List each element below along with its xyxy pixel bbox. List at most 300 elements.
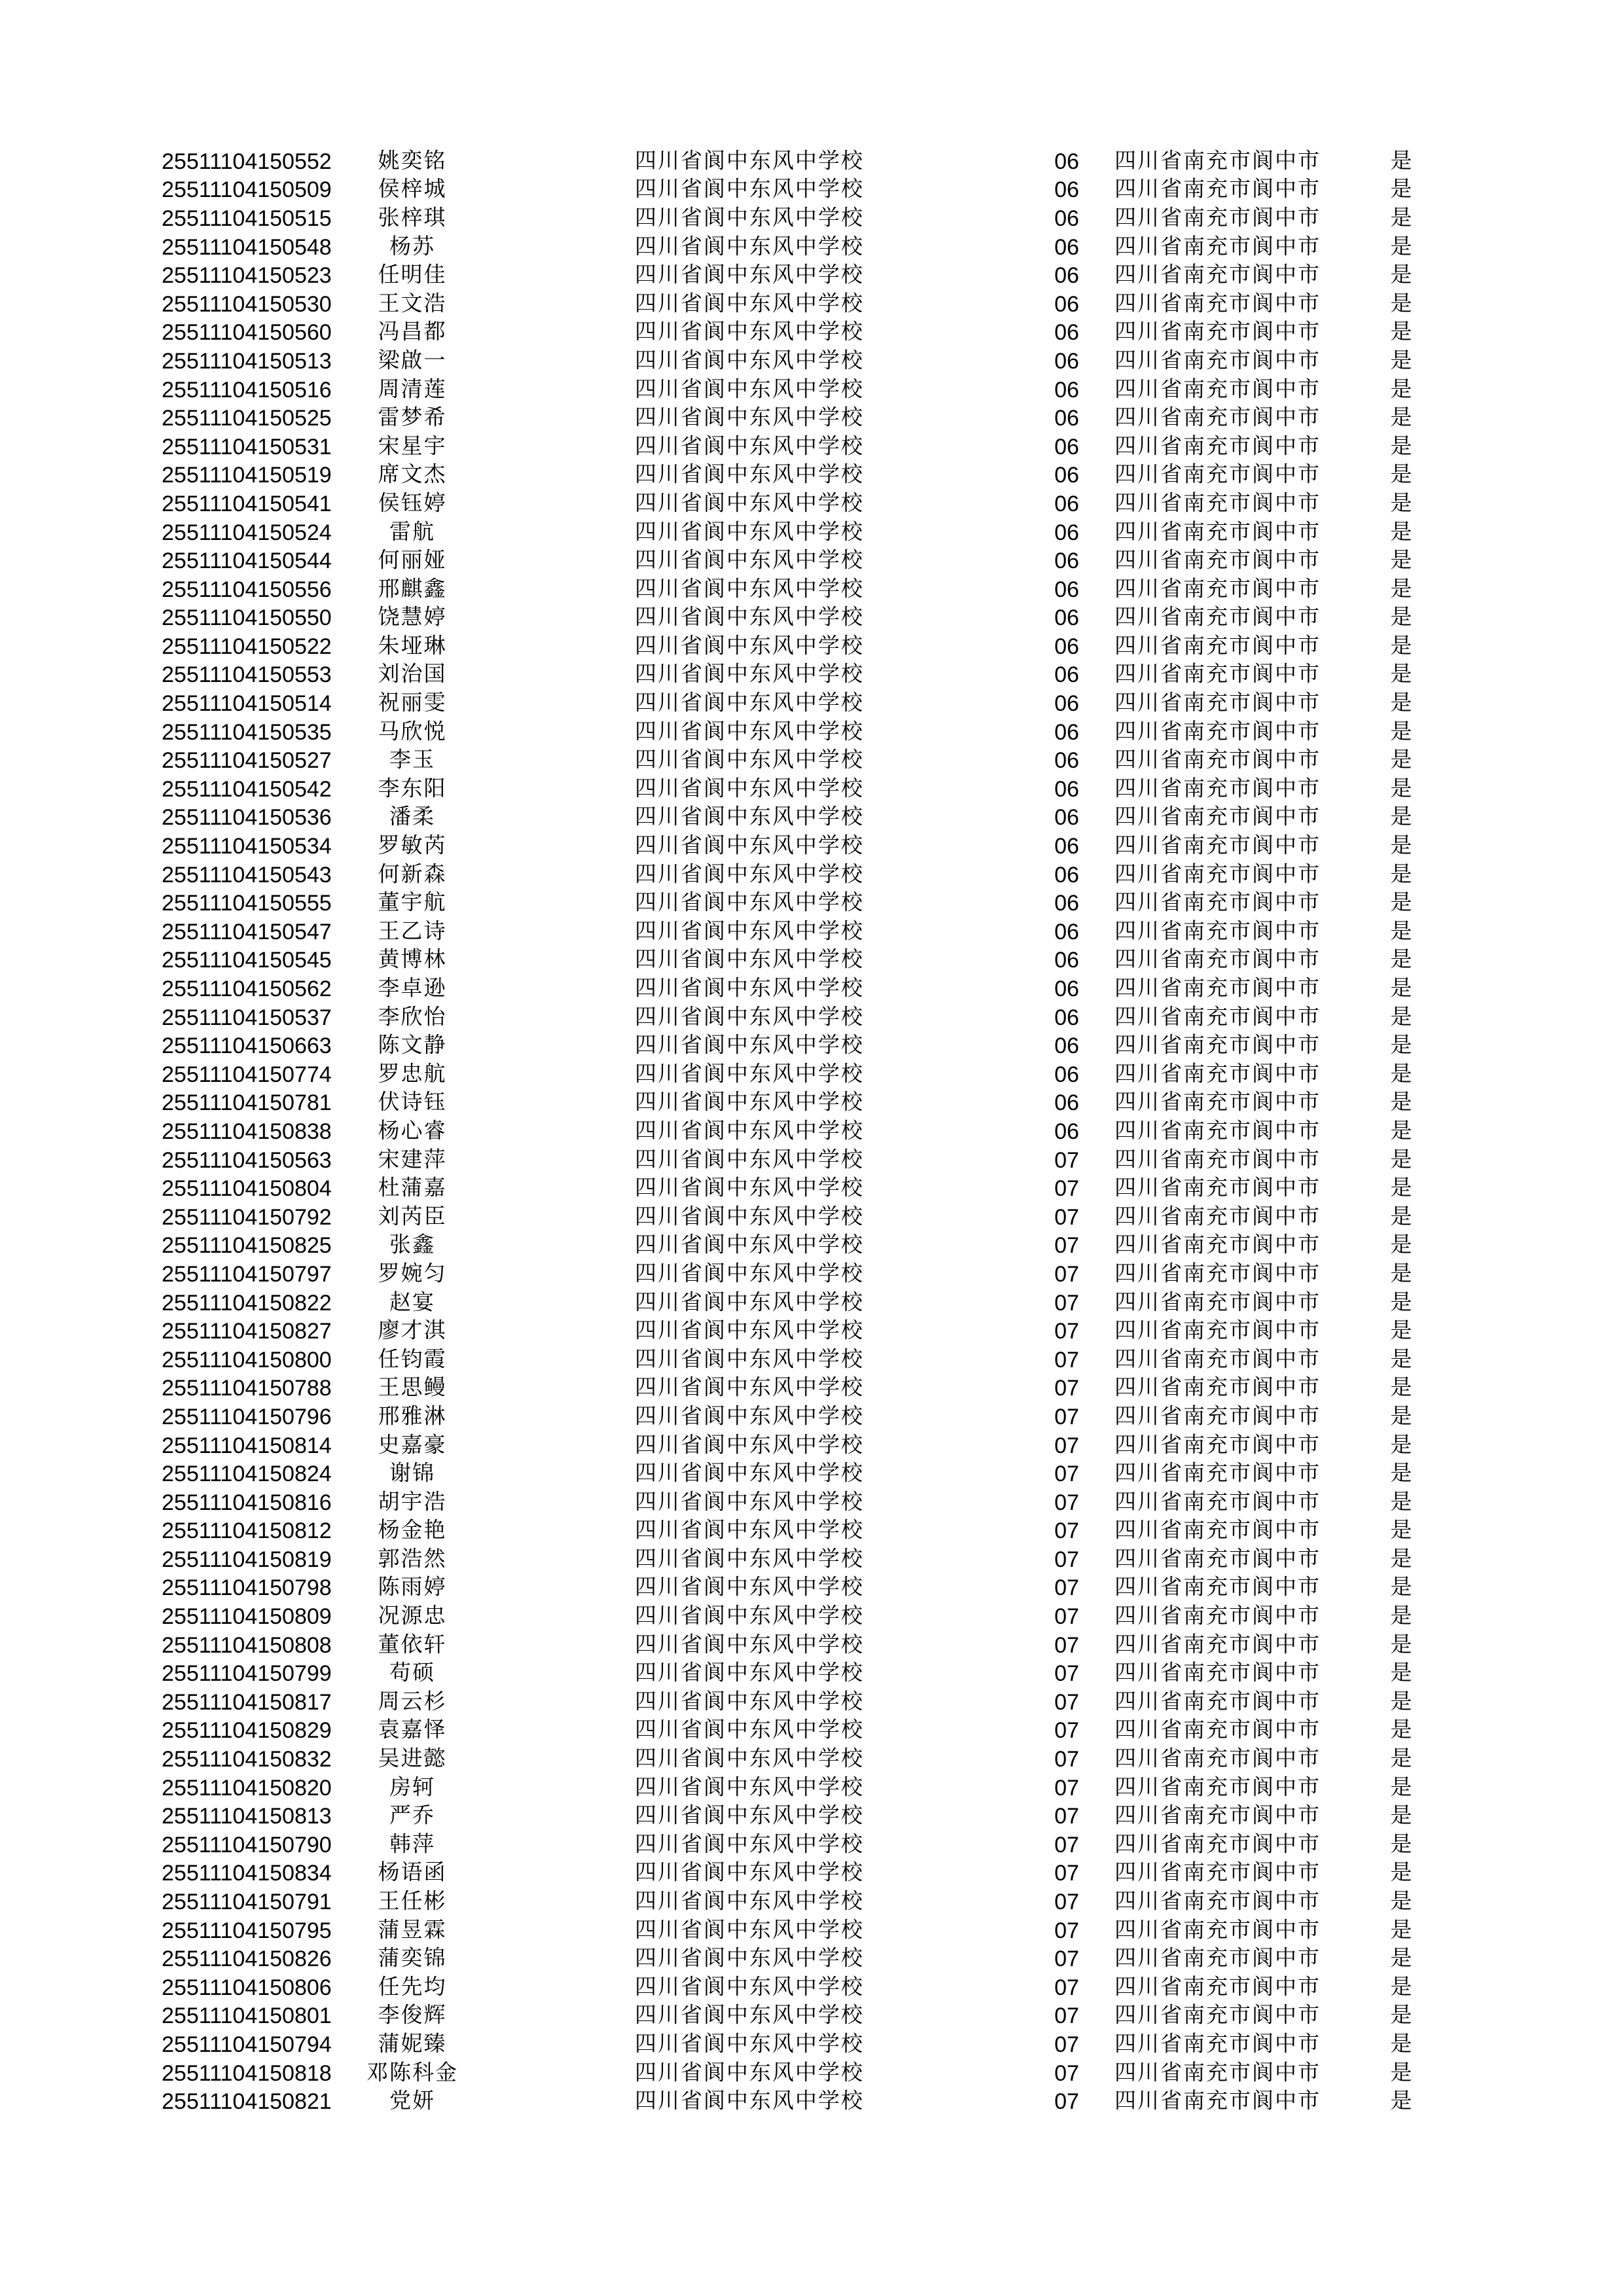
table-row — [0, 1574, 1623, 1603]
school-cell: 四川省阆中东风中学校 — [635, 1033, 864, 1058]
confirm-cell: 是 — [1390, 634, 1414, 658]
confirm-cell: 是 — [1390, 1405, 1414, 1429]
class-cell: 07 — [1054, 1433, 1079, 1458]
exam-id-cell: 25511104150516 — [162, 377, 332, 403]
confirm-cell: 是 — [1390, 748, 1414, 772]
table-row — [0, 1346, 1623, 1374]
class-cell: 07 — [1054, 1233, 1079, 1259]
school-cell: 四川省阆中东风中学校 — [635, 1062, 864, 1086]
class-cell: 06 — [1054, 548, 1079, 574]
table-row — [0, 1602, 1623, 1631]
class-cell: 06 — [1054, 977, 1079, 1002]
name-cell: 周云杉 — [378, 1690, 447, 1714]
confirm-cell: 是 — [1390, 177, 1414, 202]
confirm-cell: 是 — [1390, 2003, 1414, 2028]
table-row — [0, 604, 1623, 633]
confirm-cell: 是 — [1390, 2032, 1414, 2056]
district-cell: 四川省南充市阆中市 — [1115, 605, 1321, 630]
school-cell: 四川省阆中东风中学校 — [635, 691, 864, 715]
name-cell: 伏诗钰 — [378, 1090, 447, 1115]
school-cell: 四川省阆中东风中学校 — [635, 1405, 864, 1429]
name-cell: 冯昌都 — [378, 320, 447, 344]
exam-id-cell: 25511104150829 — [162, 1718, 332, 1744]
name-cell: 李玉 — [389, 748, 435, 772]
exam-id-cell: 25511104150827 — [162, 1319, 332, 1344]
table-row — [0, 404, 1623, 433]
class-cell: 06 — [1054, 1090, 1079, 1116]
table-row — [0, 1203, 1623, 1232]
name-cell: 张鑫 — [389, 1233, 435, 1257]
exam-id-cell: 25511104150552 — [162, 149, 332, 174]
district-cell: 四川省南充市阆中市 — [1115, 1376, 1321, 1400]
table-row — [0, 1973, 1623, 2002]
exam-id-cell: 25511104150541 — [162, 491, 332, 516]
confirm-cell: 是 — [1390, 435, 1414, 459]
exam-id-cell: 25511104150560 — [162, 320, 332, 346]
name-cell: 任钧霞 — [378, 1348, 447, 1372]
name-cell: 史嘉豪 — [378, 1433, 447, 1458]
district-cell: 四川省南充市阆中市 — [1115, 662, 1321, 687]
class-cell: 07 — [1054, 1204, 1079, 1230]
exam-id-cell: 25511104150791 — [162, 1890, 332, 1915]
table-row — [0, 1060, 1623, 1089]
class-cell: 06 — [1054, 919, 1079, 944]
school-cell: 四川省阆中东风中学校 — [635, 1547, 864, 1571]
table-row — [0, 1317, 1623, 1346]
district-cell: 四川省南充市阆中市 — [1115, 2089, 1321, 2113]
confirm-cell: 是 — [1390, 1462, 1414, 1486]
school-cell: 四川省阆中东风中学校 — [635, 577, 864, 601]
name-cell: 祝丽雯 — [378, 691, 447, 715]
confirm-cell: 是 — [1390, 1148, 1414, 1172]
table-row — [0, 1831, 1623, 1859]
district-cell: 四川省南充市阆中市 — [1115, 1319, 1321, 1343]
confirm-cell: 是 — [1390, 948, 1414, 972]
name-cell: 李卓逊 — [378, 977, 447, 1001]
district-cell: 四川省南充市阆中市 — [1115, 548, 1321, 573]
exam-id-cell: 25511104150537 — [162, 1005, 332, 1030]
confirm-cell: 是 — [1390, 1062, 1414, 1086]
school-cell: 四川省阆中东风中学校 — [635, 891, 864, 915]
exam-id-cell: 25511104150821 — [162, 2089, 332, 2115]
class-cell: 06 — [1054, 948, 1079, 973]
class-cell: 06 — [1054, 891, 1079, 916]
name-cell: 董宇航 — [378, 891, 447, 915]
exam-id-cell: 25511104150790 — [162, 1832, 332, 1857]
table-row — [0, 1688, 1623, 1717]
district-cell: 四川省南充市阆中市 — [1115, 320, 1321, 344]
table-row — [0, 1859, 1623, 1888]
table-row — [0, 1232, 1623, 1261]
school-cell: 四川省阆中东风中学校 — [635, 492, 864, 516]
class-cell: 07 — [1054, 1661, 1079, 1687]
school-cell: 四川省阆中东风中学校 — [635, 349, 864, 373]
name-cell: 朱垭琳 — [378, 634, 447, 658]
confirm-cell: 是 — [1390, 1975, 1414, 2000]
district-cell: 四川省南充市阆中市 — [1115, 1575, 1321, 1600]
exam-id-cell: 25511104150799 — [162, 1661, 332, 1687]
confirm-cell: 是 — [1390, 1376, 1414, 1400]
exam-id-cell: 25511104150804 — [162, 1176, 332, 1202]
school-cell: 四川省阆中东风中学校 — [635, 548, 864, 573]
name-cell: 王文浩 — [378, 292, 447, 316]
confirm-cell: 是 — [1390, 662, 1414, 687]
school-cell: 四川省阆中东风中学校 — [635, 1690, 864, 1714]
exam-id-cell: 25511104150523 — [162, 263, 332, 289]
class-cell: 07 — [1054, 1376, 1079, 1401]
name-cell: 杨苏 — [389, 235, 435, 259]
class-cell: 06 — [1054, 776, 1079, 802]
exam-id-cell: 25511104150818 — [162, 2060, 332, 2086]
school-cell: 四川省阆中东风中学校 — [635, 1148, 864, 1172]
name-cell: 严乔 — [389, 1804, 435, 1828]
district-cell: 四川省南充市阆中市 — [1115, 977, 1321, 1001]
district-cell: 四川省南充市阆中市 — [1115, 577, 1321, 601]
exam-id-cell: 25511104150545 — [162, 948, 332, 973]
district-cell: 四川省南充市阆中市 — [1115, 1518, 1321, 1543]
district-cell: 四川省南充市阆中市 — [1115, 1490, 1321, 1515]
table-row — [0, 661, 1623, 690]
class-cell: 06 — [1054, 862, 1079, 888]
table-row — [0, 1403, 1623, 1431]
exam-id-cell: 25511104150819 — [162, 1547, 332, 1572]
class-cell: 06 — [1054, 234, 1079, 260]
confirm-cell: 是 — [1390, 320, 1414, 344]
exam-id-cell: 25511104150663 — [162, 1033, 332, 1059]
table-row — [0, 176, 1623, 205]
class-cell: 07 — [1054, 2003, 1079, 2029]
class-cell: 07 — [1054, 1804, 1079, 1829]
name-cell: 房轲 — [389, 1776, 435, 1800]
exam-id-cell: 25511104150838 — [162, 1119, 332, 1144]
class-cell: 07 — [1054, 1547, 1079, 1572]
district-cell: 四川省南充市阆中市 — [1115, 634, 1321, 658]
school-cell: 四川省阆中东风中学校 — [635, 1205, 864, 1229]
table-row — [0, 1117, 1623, 1146]
school-cell: 四川省阆中东风中学校 — [635, 1518, 864, 1543]
class-cell: 07 — [1054, 1490, 1079, 1515]
exam-id-cell: 25511104150534 — [162, 834, 332, 859]
table-row — [0, 975, 1623, 1003]
name-cell: 侯钰婷 — [378, 492, 447, 516]
exam-id-cell: 25511104150536 — [162, 805, 332, 831]
exam-id-cell: 25511104150800 — [162, 1347, 332, 1372]
name-cell: 杨语函 — [378, 1861, 447, 1885]
student-roster-table — [0, 147, 1623, 2116]
table-row — [0, 1174, 1623, 1203]
class-cell: 07 — [1054, 1918, 1079, 1943]
exam-id-cell: 25511104150548 — [162, 234, 332, 260]
school-cell: 四川省阆中东风中学校 — [635, 1233, 864, 1257]
table-row — [0, 1945, 1623, 1973]
district-cell: 四川省南充市阆中市 — [1115, 235, 1321, 259]
exam-id-cell: 25511104150806 — [162, 1975, 332, 2000]
district-cell: 四川省南充市阆中市 — [1115, 863, 1321, 887]
district-cell: 四川省南充市阆中市 — [1115, 748, 1321, 772]
confirm-cell: 是 — [1390, 2089, 1414, 2113]
name-cell: 潘柔 — [389, 805, 435, 829]
confirm-cell: 是 — [1390, 1833, 1414, 1857]
district-cell: 四川省南充市阆中市 — [1115, 1062, 1321, 1086]
class-cell: 06 — [1054, 406, 1079, 431]
school-cell: 四川省阆中东风中学校 — [635, 1575, 864, 1600]
name-cell: 罗忠航 — [378, 1062, 447, 1086]
confirm-cell: 是 — [1390, 1348, 1414, 1372]
name-cell: 苟硕 — [389, 1661, 435, 1685]
confirm-cell: 是 — [1390, 1291, 1414, 1315]
class-cell: 07 — [1054, 1861, 1079, 1886]
name-cell: 宋建萍 — [378, 1148, 447, 1172]
school-cell: 四川省阆中东风中学校 — [635, 435, 864, 459]
table-row — [0, 1888, 1623, 1916]
table-row — [0, 1916, 1623, 1945]
school-cell: 四川省阆中东风中学校 — [635, 1718, 864, 1742]
table-row — [0, 889, 1623, 918]
table-row — [0, 1717, 1623, 1746]
confirm-cell: 是 — [1390, 691, 1414, 715]
district-cell: 四川省南充市阆中市 — [1115, 1633, 1321, 1657]
district-cell: 四川省南充市阆中市 — [1115, 149, 1321, 173]
school-cell: 四川省阆中东风中学校 — [635, 948, 864, 972]
table-row — [0, 1517, 1623, 1546]
name-cell: 王思鳗 — [378, 1376, 447, 1400]
confirm-cell: 是 — [1390, 1604, 1414, 1628]
table-row — [0, 1089, 1623, 1118]
district-cell: 四川省南充市阆中市 — [1115, 1804, 1321, 1828]
table-row — [0, 2002, 1623, 2031]
school-cell: 四川省阆中东风中学校 — [635, 1946, 864, 1971]
class-cell: 07 — [1054, 1147, 1079, 1173]
district-cell: 四川省南充市阆中市 — [1115, 805, 1321, 829]
name-cell: 罗敏芮 — [378, 834, 447, 858]
school-cell: 四川省阆中东风中学校 — [635, 1005, 864, 1030]
table-row — [0, 204, 1623, 233]
district-cell: 四川省南充市阆中市 — [1115, 492, 1321, 516]
class-cell: 06 — [1054, 1062, 1079, 1087]
confirm-cell: 是 — [1390, 1262, 1414, 1286]
class-cell: 07 — [1054, 1518, 1079, 1544]
class-cell: 06 — [1054, 662, 1079, 688]
class-cell: 06 — [1054, 834, 1079, 859]
table-row — [0, 575, 1623, 604]
class-cell: 06 — [1054, 577, 1079, 602]
table-row — [0, 918, 1623, 946]
name-cell: 何丽娅 — [378, 548, 447, 573]
district-cell: 四川省南充市阆中市 — [1115, 834, 1321, 858]
name-cell: 席文杰 — [378, 463, 447, 487]
district-cell: 四川省南充市阆中市 — [1115, 1005, 1321, 1030]
school-cell: 四川省阆中东风中学校 — [635, 1633, 864, 1657]
exam-id-cell: 25511104150797 — [162, 1261, 332, 1287]
school-cell: 四川省阆中东风中学校 — [635, 263, 864, 287]
table-row — [0, 1460, 1623, 1488]
name-cell: 吴进懿 — [378, 1747, 447, 1771]
class-cell: 07 — [1054, 2089, 1079, 2115]
table-row — [0, 319, 1623, 348]
table-row — [0, 946, 1623, 975]
confirm-cell: 是 — [1390, 1747, 1414, 1771]
class-cell: 06 — [1054, 320, 1079, 346]
name-cell: 刘治国 — [378, 662, 447, 687]
school-cell: 四川省阆中东风中学校 — [635, 177, 864, 202]
confirm-cell: 是 — [1390, 1033, 1414, 1058]
exam-id-cell: 25511104150563 — [162, 1147, 332, 1173]
school-cell: 四川省阆中东风中学校 — [635, 1262, 864, 1286]
name-cell: 李俊辉 — [378, 2003, 447, 2028]
class-cell: 07 — [1054, 1632, 1079, 1658]
district-cell: 四川省南充市阆中市 — [1115, 1690, 1321, 1714]
exam-id-cell: 25511104150794 — [162, 2032, 332, 2057]
school-cell: 四川省阆中东风中学校 — [635, 805, 864, 829]
confirm-cell: 是 — [1390, 1718, 1414, 1742]
confirm-cell: 是 — [1390, 834, 1414, 858]
district-cell: 四川省南充市阆中市 — [1115, 520, 1321, 545]
exam-id-cell: 25511104150527 — [162, 748, 332, 774]
class-cell: 06 — [1054, 463, 1079, 488]
confirm-cell: 是 — [1390, 720, 1414, 744]
school-cell: 四川省阆中东风中学校 — [635, 662, 864, 687]
table-row — [0, 1545, 1623, 1574]
school-cell: 四川省阆中东风中学校 — [635, 1604, 864, 1628]
name-cell: 杜蒲嘉 — [378, 1176, 447, 1200]
name-cell: 雷航 — [389, 520, 435, 545]
confirm-cell: 是 — [1390, 1319, 1414, 1343]
name-cell: 陈雨婷 — [378, 1575, 447, 1600]
table-row — [0, 1374, 1623, 1403]
name-cell: 任明佳 — [378, 263, 447, 287]
district-cell: 四川省南充市阆中市 — [1115, 406, 1321, 430]
district-cell: 四川省南充市阆中市 — [1115, 1975, 1321, 2000]
exam-id-cell: 25511104150834 — [162, 1861, 332, 1886]
exam-id-cell: 25511104150808 — [162, 1632, 332, 1658]
exam-id-cell: 25511104150530 — [162, 291, 332, 317]
confirm-cell: 是 — [1390, 2061, 1414, 2085]
name-cell: 宋星宇 — [378, 435, 447, 459]
table-row — [0, 1431, 1623, 1460]
table-row — [0, 290, 1623, 319]
exam-id-cell: 25511104150553 — [162, 662, 332, 688]
district-cell: 四川省南充市阆中市 — [1115, 292, 1321, 316]
table-row — [0, 1659, 1623, 1688]
school-cell: 四川省阆中东风中学校 — [635, 520, 864, 545]
confirm-cell: 是 — [1390, 863, 1414, 887]
class-cell: 07 — [1054, 1319, 1079, 1344]
school-cell: 四川省阆中东风中学校 — [635, 1890, 864, 1914]
exam-id-cell: 25511104150801 — [162, 2003, 332, 2029]
exam-id-cell: 25511104150547 — [162, 919, 332, 944]
name-cell: 张梓琪 — [378, 206, 447, 230]
school-cell: 四川省阆中东风中学校 — [635, 720, 864, 744]
exam-id-cell: 25511104150825 — [162, 1233, 332, 1259]
confirm-cell: 是 — [1390, 1918, 1414, 1943]
exam-id-cell: 25511104150822 — [162, 1290, 332, 1316]
name-cell: 廖才淇 — [378, 1319, 447, 1343]
district-cell: 四川省南充市阆中市 — [1115, 777, 1321, 801]
class-cell: 07 — [1054, 1946, 1079, 1972]
name-cell: 郭浩然 — [378, 1547, 447, 1571]
district-cell: 四川省南充市阆中市 — [1115, 920, 1321, 944]
confirm-cell: 是 — [1390, 548, 1414, 573]
name-cell: 邢麒鑫 — [378, 577, 447, 601]
name-cell: 邓陈科金 — [366, 2061, 458, 2085]
confirm-cell: 是 — [1390, 1547, 1414, 1571]
class-cell: 06 — [1054, 748, 1079, 774]
name-cell: 蒲妮臻 — [378, 2032, 447, 2056]
table-row — [0, 861, 1623, 889]
school-cell: 四川省阆中东风中学校 — [635, 320, 864, 344]
district-cell: 四川省南充市阆中市 — [1115, 1890, 1321, 1914]
table-row — [0, 376, 1623, 404]
table-row — [0, 832, 1623, 861]
district-cell: 四川省南充市阆中市 — [1115, 1833, 1321, 1857]
exam-id-cell: 25511104150543 — [162, 862, 332, 888]
confirm-cell: 是 — [1390, 891, 1414, 915]
name-cell: 罗婉匀 — [378, 1262, 447, 1286]
class-cell: 07 — [1054, 1575, 1079, 1601]
table-row — [0, 1031, 1623, 1060]
name-cell: 黄博林 — [378, 948, 447, 972]
name-cell: 刘芮臣 — [378, 1205, 447, 1229]
district-cell: 四川省南充市阆中市 — [1115, 177, 1321, 202]
confirm-cell: 是 — [1390, 1090, 1414, 1115]
school-cell: 四川省阆中东风中学校 — [635, 634, 864, 658]
name-cell: 李东阳 — [378, 777, 447, 801]
class-cell: 07 — [1054, 1347, 1079, 1372]
name-cell: 韩萍 — [389, 1833, 435, 1857]
school-cell: 四川省阆中东风中学校 — [635, 1490, 864, 1515]
district-cell: 四川省南充市阆中市 — [1115, 2061, 1321, 2085]
confirm-cell: 是 — [1390, 920, 1414, 944]
exam-id-cell: 25511104150795 — [162, 1918, 332, 1943]
class-cell: 07 — [1054, 1404, 1079, 1429]
exam-id-cell: 25511104150509 — [162, 177, 332, 203]
confirm-cell: 是 — [1390, 805, 1414, 829]
school-cell: 四川省阆中东风中学校 — [635, 863, 864, 887]
table-row — [0, 518, 1623, 547]
school-cell: 四川省阆中东风中学校 — [635, 605, 864, 630]
exam-id-cell: 25511104150820 — [162, 1775, 332, 1801]
name-cell: 马欣悦 — [378, 720, 447, 744]
school-cell: 四川省阆中东风中学校 — [635, 1747, 864, 1771]
class-cell: 06 — [1054, 263, 1079, 289]
name-cell: 雷梦希 — [378, 406, 447, 430]
name-cell: 杨金艳 — [378, 1518, 447, 1543]
district-cell: 四川省南充市阆中市 — [1115, 463, 1321, 487]
name-cell: 任先均 — [378, 1975, 447, 2000]
district-cell: 四川省南充市阆中市 — [1115, 263, 1321, 287]
confirm-cell: 是 — [1390, 1946, 1414, 1971]
name-cell: 党妍 — [389, 2089, 435, 2113]
district-cell: 四川省南充市阆中市 — [1115, 720, 1321, 744]
confirm-cell: 是 — [1390, 235, 1414, 259]
exam-id-cell: 25511104150550 — [162, 605, 332, 631]
class-cell: 06 — [1054, 1119, 1079, 1144]
table-row — [0, 1289, 1623, 1318]
district-cell: 四川省南充市阆中市 — [1115, 378, 1321, 402]
table-row — [0, 1488, 1623, 1517]
school-cell: 四川省阆中东风中学校 — [635, 777, 864, 801]
table-row — [0, 804, 1623, 833]
exam-id-cell: 25511104150524 — [162, 520, 332, 545]
district-cell: 四川省南充市阆中市 — [1115, 1918, 1321, 1943]
class-cell: 07 — [1054, 1689, 1079, 1715]
district-cell: 四川省南充市阆中市 — [1115, 891, 1321, 915]
district-cell: 四川省南充市阆中市 — [1115, 1233, 1321, 1257]
exam-id-cell: 25511104150812 — [162, 1518, 332, 1544]
school-cell: 四川省阆中东风中学校 — [635, 1319, 864, 1343]
district-cell: 四川省南充市阆中市 — [1115, 1176, 1321, 1200]
confirm-cell: 是 — [1390, 1433, 1414, 1458]
